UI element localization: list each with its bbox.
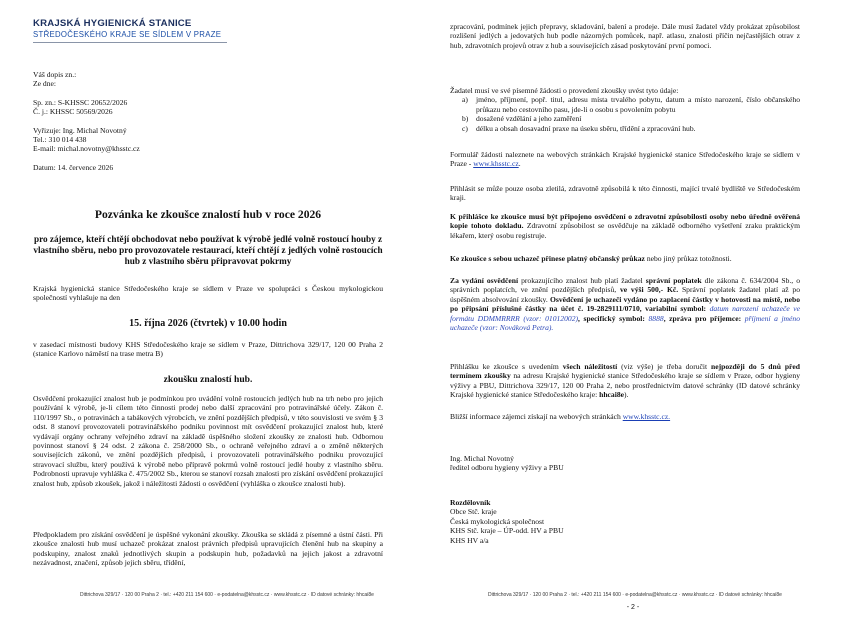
application-requirements	[450, 86, 800, 133]
cislo-jednaci: Č. j.: KHSSC 50569/2026	[33, 107, 113, 117]
vas-dopis: Váš dopis zn.:	[33, 70, 77, 79]
fee-paragraph: Za vydání osvědčení prokazujícího znalost hub platí žadatel správní poplatek dle zákona č. 634/2004 Sb., o správních poplatcích, ve znění pozdějších předpisů, ve výši 500,- Kč. Správní poplatek žadatel platí až po úspěšném absolvování zkoušky. Osvědčení je uchazeči vydáno po zaplacení částky v hotovosti na místě, nebo po připsání příslušné částky na účet č. 19-2829111/0710, variabilní symbol: datum narození uchazeče ve formátu DDMMRRRR (vzor: 01012002), specifický symbol: 8888, zpráva pro příjemce: příjmení a jméno uchazeče (vzor: Nováková Petra).	[450, 276, 801, 333]
invitation-title: Pozvánka ke zkoušce znalostí hub v roce 2026	[94, 208, 322, 221]
website-link[interactable]: www.khsstc.cz	[473, 159, 519, 169]
form-paragraph: Formulář žádosti naleznete na webových stránkách Krajské hygienické stanice Středočeského kraje se sídlem v Praze - www.khsstc.cz.	[450, 150, 800, 169]
distribution-title: Rozdělovník	[450, 498, 491, 507]
ze-dne: Ze dne:	[33, 79, 56, 89]
list-item: Česká mykologická společnost	[450, 516, 545, 526]
website-link[interactable]: www.khsstc.cz.	[622, 412, 671, 421]
org-subname: STŘEDOČESKÉHO KRAJE SE SÍDLEM V PRAZE	[33, 30, 222, 39]
vyrizuje: Vyřizuje: Ing. Michal Novotný	[33, 125, 127, 135]
intro-paragraph: Krajská hygienická stanice Středočeského kraje se sídlem v Praze ve spolupráci s Českou mykologickou společností vyhlašuje na den	[33, 284, 383, 303]
legal-paragraph: Osvědčení prokazující znalost hub je podmínkou pro uvádění volně rostoucích jedlých hub na trh nebo pro jejich používání k výrobě, je-li cílem této činnosti prodej nebo další zpracování pro potravinářské účely. Zákon č. 110/1997 Sb., o potravinách a tabákových výrobcích, ve znění pozdějších předpisů, v této souvislosti ve svém § 3 odst. 8 stanoví provozovateli potravinářského podniku povinnost mít osvědčení prokazující znalost hub, které vydávají orgány ochrany veřejného zdraví na základě úspěšného složení zkoušky ze znalosti hub. Odbornou povinnost stanoví § 24 odst. 2 zákona č. 258/2000 Sb., o ochraně veřejného zdraví a o změně některých souvisejících zákonů, ve znění pozdějších předpisů, i provozovateli potravinářského podniku provozující stravovací službu, který používá k výrobě nebo přípravě pokrmů volně rostoucí jedlé houby z vlastního sběru. Podrobnosti upravuje vyhláška č. 475/2002 Sb., kterou se stanoví rozsah znalosti pro získání osvědčení prokazující znalost hub, způsob zkoušek, jakož i náležitosti žádosti o osvědčení (vyhláška o zkoušce znalosti hub).	[33, 394, 383, 488]
datum: Datum: 14. července 2026	[33, 162, 114, 172]
exam-date: 15. října 2026 (čtvrtek) v 10.00 hodin	[129, 318, 287, 329]
list-intro: Žadatel musí ve své písemné žádosti o provedení zkoušky uvést tyto údaje:	[450, 86, 679, 95]
distribution-list	[450, 498, 564, 545]
page-2	[422, 0, 844, 635]
telefon: Tel.: 310 014 438	[33, 135, 87, 145]
signature-block	[450, 454, 564, 473]
signatory-role: ředitel odboru hygieny výživy a PBU	[450, 463, 564, 473]
list-item: KHS HV a/a	[450, 535, 489, 545]
submission-paragraph: Přihlášku ke zkoušce s uvedením všech náležitostí (viz výše) je třeba doručit nejpozději do 5 dnů před termínem zkoušky na adresu Krajské hygienické stanice Středočeského kraje se sídlem v Praze, odbor hygieny výživy a PBU, Dittrichova 329/17, 120 00 Praha 2, nebo prostřednictvím datové schránky (ID datové schránky Krajské hygienické stanice Středočeského kraje: hhcai8e).	[450, 362, 801, 400]
health-paragraph: K přihlášce ke zkoušce musí být připojeno osvědčení o zdravotní způsobilosti osoby nebo úředně ověřená kopie tohoto dokladu. Zdravotní způsobilost se osvědčuje na základě odborného vyšetření zraku praktickým lékařem, který osobu registruje.	[450, 212, 800, 240]
footer-address: Dittrichova 329/17 · 120 00 Praha 2 · tel.: +420 211 154 600 · e-podatelna@khsstc.cz · www.khsstc.cz · ID datové schránky: hhcai8e	[488, 592, 782, 598]
signatory-name: Ing. Michal Novotný	[450, 454, 514, 463]
footer-address: Dittrichova 329/17 · 120 00 Praha 2 · tel.: +420 211 154 600 · e-podatelna@khsstc.cz · www.khsstc.cz · ID datové schránky: hhcai8e	[80, 592, 374, 598]
list-item: a) jméno, příjmení, popř. titul, adresu místa trvalého pobytu, datum a místo narození, číslo občanského průkazu nebo cestovního pasu, jde-li o osobu s povolením pobytu	[462, 95, 800, 114]
email: E-mail: michal.novotny@khsstc.cz	[33, 144, 140, 154]
list-item: b) dosažené vzdělání a jeho zaměření	[462, 114, 582, 124]
list-item: KHS Stč. kraje – ÚP-odd. HV a PBU	[450, 526, 564, 536]
header-rule	[33, 42, 227, 43]
requirements-list	[462, 95, 800, 133]
page-number: - 2 -	[626, 604, 640, 611]
more-info-paragraph: Bližší informace zájemci získají na webových stránkách www.khsstc.cz.	[450, 412, 671, 421]
org-name: KRAJSKÁ HYGIENICKÁ STANICE	[33, 18, 192, 29]
exam-name: zkoušku znalostí hub.	[163, 374, 253, 385]
meta-block	[33, 70, 140, 172]
requirements-continued: zpracování, podmínek jejich přepravy, skladování, balení a prodeje. Dále musí žadatel vždy prokázat způsobilost rozlišení jedlých a jedovatých hub podle názorných pomůcek, např. atlasu, znalosti příčin nejčastějších otrav z hub, zdravotních projevů otrav z hub a souvisejících zásad poskytování první pomoci.	[450, 22, 800, 50]
eligibility-paragraph: Přihlásit se může pouze osoba zletilá, zdravotně způsobilá k této činnosti, mající trvalé bydliště ve Středočeském kraji.	[450, 184, 800, 203]
requirements-paragraph: Předpokladem pro získání osvědčení je úspěšné vykonání zkoušky. Zkouška se skládá z písemné a ústní části. Při zkoušce znalosti hub musí uchazeč prokázat znalost právních předpisů upravujících členění hub na skupiny a podskupiny, znalost znaků jednotlivých skupin a podskupin hub, požadavků na jejich jakost a zdravotní nezávadnost, značení, způsob jejich sběru, třídění,	[33, 530, 383, 568]
invitation-subtitle: pro zájemce, kteří chtějí obchodovat nebo používat k výrobě jedlé volně rostoucí houby z vlastního sběru, nebo pro provozovatele restaurací, kteří chtějí z jedlých volně rostoucích hub z vlastního sběru připravovat pokrmy	[33, 234, 383, 267]
list-item: c) délku a obsah dosavadní praxe na úseku sběru, třídění a zpracování hub.	[462, 123, 696, 133]
list-item: Obce Stč. kraje	[450, 507, 497, 517]
id-paragraph: Ke zkoušce s sebou uchazeč přinese platný občanský průkaz nebo jiný průkaz totožnosti.	[450, 254, 732, 263]
venue-paragraph: v zasedací místnosti budovy KHS Středočeského kraje se sídlem v Praze, Dittrichova 329/17, 120 00 Praha 2 (stanice Karlovo náměstí na trase metra B)	[33, 340, 383, 359]
spisova-znacka: Sp. zn.: S-KHSSC 20652/2026	[33, 97, 128, 107]
